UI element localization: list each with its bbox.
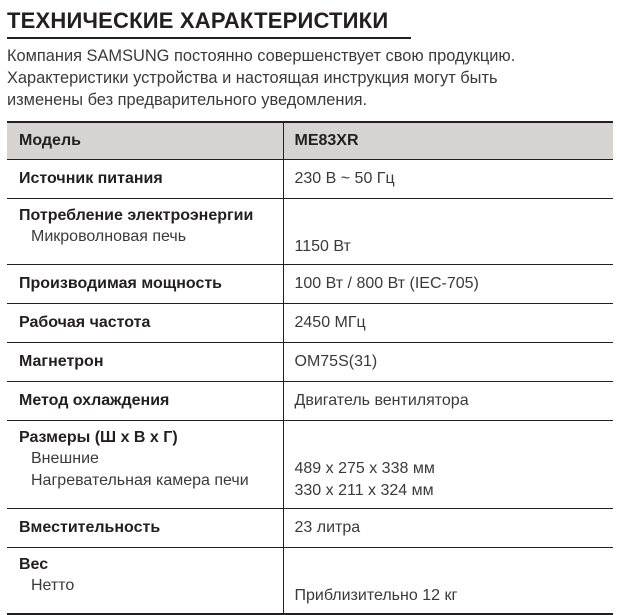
- header-label: Модель: [19, 132, 81, 149]
- table-row: [7, 304, 613, 343]
- row-sublabel: Микроволновая печь: [31, 228, 187, 245]
- spec-table: [7, 121, 613, 615]
- row-value: Двигатель вентилятора: [294, 392, 469, 409]
- intro-line: изменены без предварительного уведомления.: [7, 91, 368, 109]
- row-label: Вместительность: [19, 519, 161, 536]
- row-label-cell: [7, 199, 283, 265]
- table-row: [7, 382, 613, 421]
- row-value: 2450 МГц: [294, 314, 366, 331]
- row-label-cell: [7, 548, 283, 615]
- row-label: Метод охлаждения: [19, 392, 170, 409]
- header-value-cell: [283, 122, 613, 160]
- row-value-cell: [283, 421, 613, 509]
- table-row: [7, 160, 613, 199]
- row-value: OM75S(31): [294, 353, 378, 370]
- row-value-cell: [283, 304, 613, 343]
- table-row: [7, 199, 613, 265]
- row-label-cell: [7, 382, 283, 421]
- row-sublabel: Внешние: [31, 450, 99, 467]
- intro-line: Характеристики устройства и настоящая инструкция могут быть: [7, 69, 498, 87]
- row-label-cell: [7, 421, 283, 509]
- row-value: 489 x 275 x 338 мм: [294, 460, 435, 477]
- row-value: Приблизительно 12 кг: [294, 587, 458, 604]
- page-title: ТЕХНИЧЕСКИЕ ХАРАКТЕРИСТИКИ: [7, 8, 411, 39]
- table-row: [7, 421, 613, 509]
- row-label-cell: [7, 265, 283, 304]
- row-label: Размеры (Ш x В x Г): [19, 429, 178, 446]
- row-label: Магнетрон: [19, 353, 104, 370]
- row-value: 330 x 211 x 324 мм: [294, 482, 434, 499]
- row-value-cell: [283, 509, 613, 548]
- row-value-cell: [283, 382, 613, 421]
- row-sublabel: Нагревательная камера печи: [31, 472, 249, 489]
- row-label-cell: [7, 160, 283, 199]
- row-value: 100 Вт / 800 Вт (IEC-705): [294, 275, 479, 292]
- row-value-cell: [283, 199, 613, 265]
- row-sublabel: Нетто: [31, 577, 75, 594]
- row-label: Рабочая частота: [19, 314, 151, 331]
- row-value-cell: [283, 265, 613, 304]
- row-value: 230 В ~ 50 Гц: [294, 170, 395, 187]
- row-label-cell: [7, 304, 283, 343]
- row-value-cell: [283, 548, 613, 615]
- spec-page: [7, 8, 613, 615]
- intro-line: Компания SAMSUNG постоянно совершенствует свою продукцию.: [7, 47, 516, 65]
- model-name: ME83XR: [294, 132, 359, 149]
- table-row: [7, 509, 613, 548]
- intro-paragraph: [7, 45, 613, 111]
- table-row: [7, 548, 613, 615]
- row-label: Источник питания: [19, 170, 163, 187]
- row-label: Вес: [19, 556, 49, 573]
- row-value: 1150 Вт: [294, 238, 351, 255]
- row-label-cell: [7, 509, 283, 548]
- header-label-cell: [7, 122, 283, 160]
- table-row: [7, 265, 613, 304]
- row-label-cell: [7, 343, 283, 382]
- table-row: [7, 343, 613, 382]
- row-value-cell: [283, 343, 613, 382]
- row-value: 23 литра: [294, 519, 361, 536]
- row-value-cell: [283, 160, 613, 199]
- row-label: Производимая мощность: [19, 275, 223, 292]
- row-label: Потребление электроэнергии: [19, 207, 254, 224]
- table-header-row: [7, 122, 613, 160]
